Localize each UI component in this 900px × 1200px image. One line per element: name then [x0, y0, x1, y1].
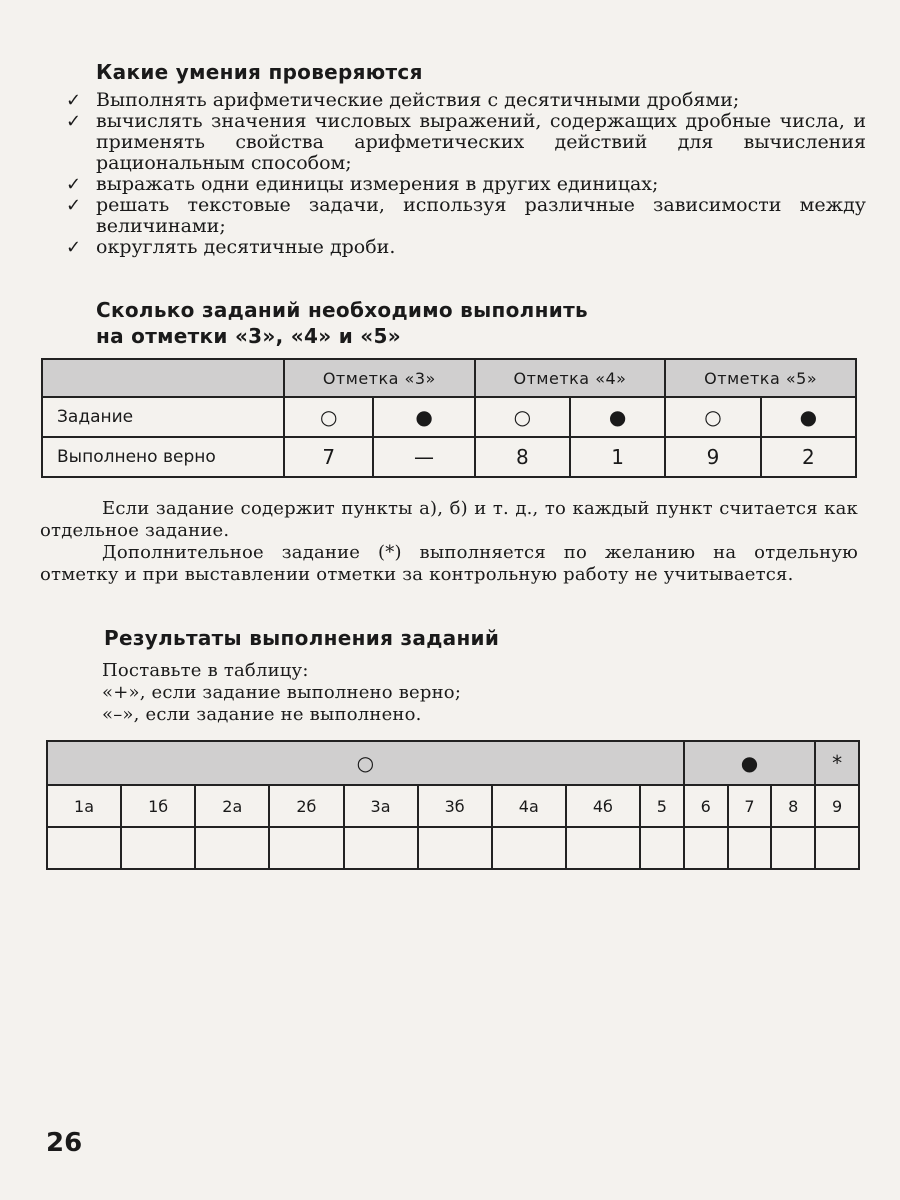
task-number: 6 [684, 785, 728, 827]
done-value: 2 [761, 437, 856, 477]
task-number: 1б [121, 785, 195, 827]
results-task-row [47, 785, 859, 827]
skill-item: ✓ выражать одни единицы измерения в других единицах; [66, 173, 659, 195]
done-row-label: Выполнено верно [42, 437, 284, 477]
done-value: 9 [665, 437, 760, 477]
done-value: 8 [475, 437, 570, 477]
skill-item: ✓ округлять десятичные дроби. [66, 236, 396, 258]
done-value: 1 [570, 437, 665, 477]
grade-4-header: Отметка «4» [475, 359, 666, 397]
task-number: 7 [728, 785, 772, 827]
skill-item: ✓ решать текстовые задачи, используя различные зависимости между величинами; [66, 194, 866, 237]
task-number: 3а [344, 785, 418, 827]
grades-header-row [42, 359, 856, 397]
answer-cell[interactable] [269, 827, 343, 869]
tasks-heading-line2: на отметки «3», «4» и «5» [96, 324, 401, 348]
hollow-circle-icon: ○ [284, 397, 373, 437]
answer-cell[interactable] [684, 827, 728, 869]
asterisk-icon: * [815, 741, 859, 785]
answer-cell[interactable] [566, 827, 640, 869]
skills-list [66, 90, 866, 258]
note-extra-task: Дополнительное задание (*) выполняется по желанию на отдельную отметку и при выставлении отметки за контрольную работу не учитывается. [40, 542, 858, 585]
check-icon: ✓ [66, 237, 82, 258]
answer-cell[interactable] [47, 827, 121, 869]
note-subitems: Если задание содержит пункты а), б) и т. д., то каждый пункт считается как отдельное задание. [40, 498, 858, 541]
answer-cell[interactable] [121, 827, 195, 869]
done-value: — [373, 437, 474, 477]
answer-cell[interactable] [344, 827, 418, 869]
instruction-line: «+», если задание выполнено верно; [102, 682, 462, 703]
results-heading: Результаты выполнения заданий [104, 626, 500, 650]
task-number: 5 [640, 785, 684, 827]
task-number: 1а [47, 785, 121, 827]
instruction-line: «–», если задание не выполнено. [102, 704, 422, 725]
answer-cell[interactable] [195, 827, 269, 869]
grade-3-header: Отметка «3» [284, 359, 475, 397]
filled-circle-icon: ● [761, 397, 856, 437]
task-row [42, 397, 856, 437]
answer-cell[interactable] [492, 827, 566, 869]
answer-cell[interactable] [728, 827, 772, 869]
check-icon: ✓ [66, 195, 82, 216]
answer-cell[interactable] [640, 827, 684, 869]
results-table [46, 740, 860, 870]
task-number: 4а [492, 785, 566, 827]
results-answer-row [47, 827, 859, 869]
grades-table [41, 358, 857, 478]
check-icon: ✓ [66, 90, 82, 111]
grade-5-header: Отметка «5» [665, 359, 856, 397]
filled-circle-icon: ● [373, 397, 474, 437]
hollow-circle-icon: ○ [47, 741, 684, 785]
tasks-heading-line1: Сколько заданий необходимо выполнить [96, 298, 588, 322]
answer-cell[interactable] [815, 827, 859, 869]
skills-heading: Какие умения проверяются [96, 60, 423, 84]
filled-circle-icon: ● [684, 741, 815, 785]
filled-circle-icon: ● [570, 397, 665, 437]
answer-cell[interactable] [418, 827, 492, 869]
done-row [42, 437, 856, 477]
instruction-line: Поставьте в таблицу: [102, 660, 309, 681]
task-row-label: Задание [42, 397, 284, 437]
answer-cell[interactable] [771, 827, 815, 869]
hollow-circle-icon: ○ [665, 397, 760, 437]
hollow-circle-icon: ○ [475, 397, 570, 437]
skill-item: ✓ вычислять значения числовых выражений, содержащих дробные числа, и применять свойства арифметических действий для вычисления рациональным способом; [66, 110, 866, 174]
page-number: 26 [46, 1128, 83, 1158]
task-number: 4б [566, 785, 640, 827]
done-value: 7 [284, 437, 373, 477]
task-number: 2б [269, 785, 343, 827]
task-number: 2а [195, 785, 269, 827]
task-number: 8 [771, 785, 815, 827]
results-symbol-row [47, 741, 859, 785]
check-icon: ✓ [66, 111, 82, 132]
task-number: 9 [815, 785, 859, 827]
check-icon: ✓ [66, 174, 82, 195]
task-number: 3б [418, 785, 492, 827]
skill-item: ✓ Выполнять арифметические действия с десятичными дробями; [66, 89, 740, 111]
